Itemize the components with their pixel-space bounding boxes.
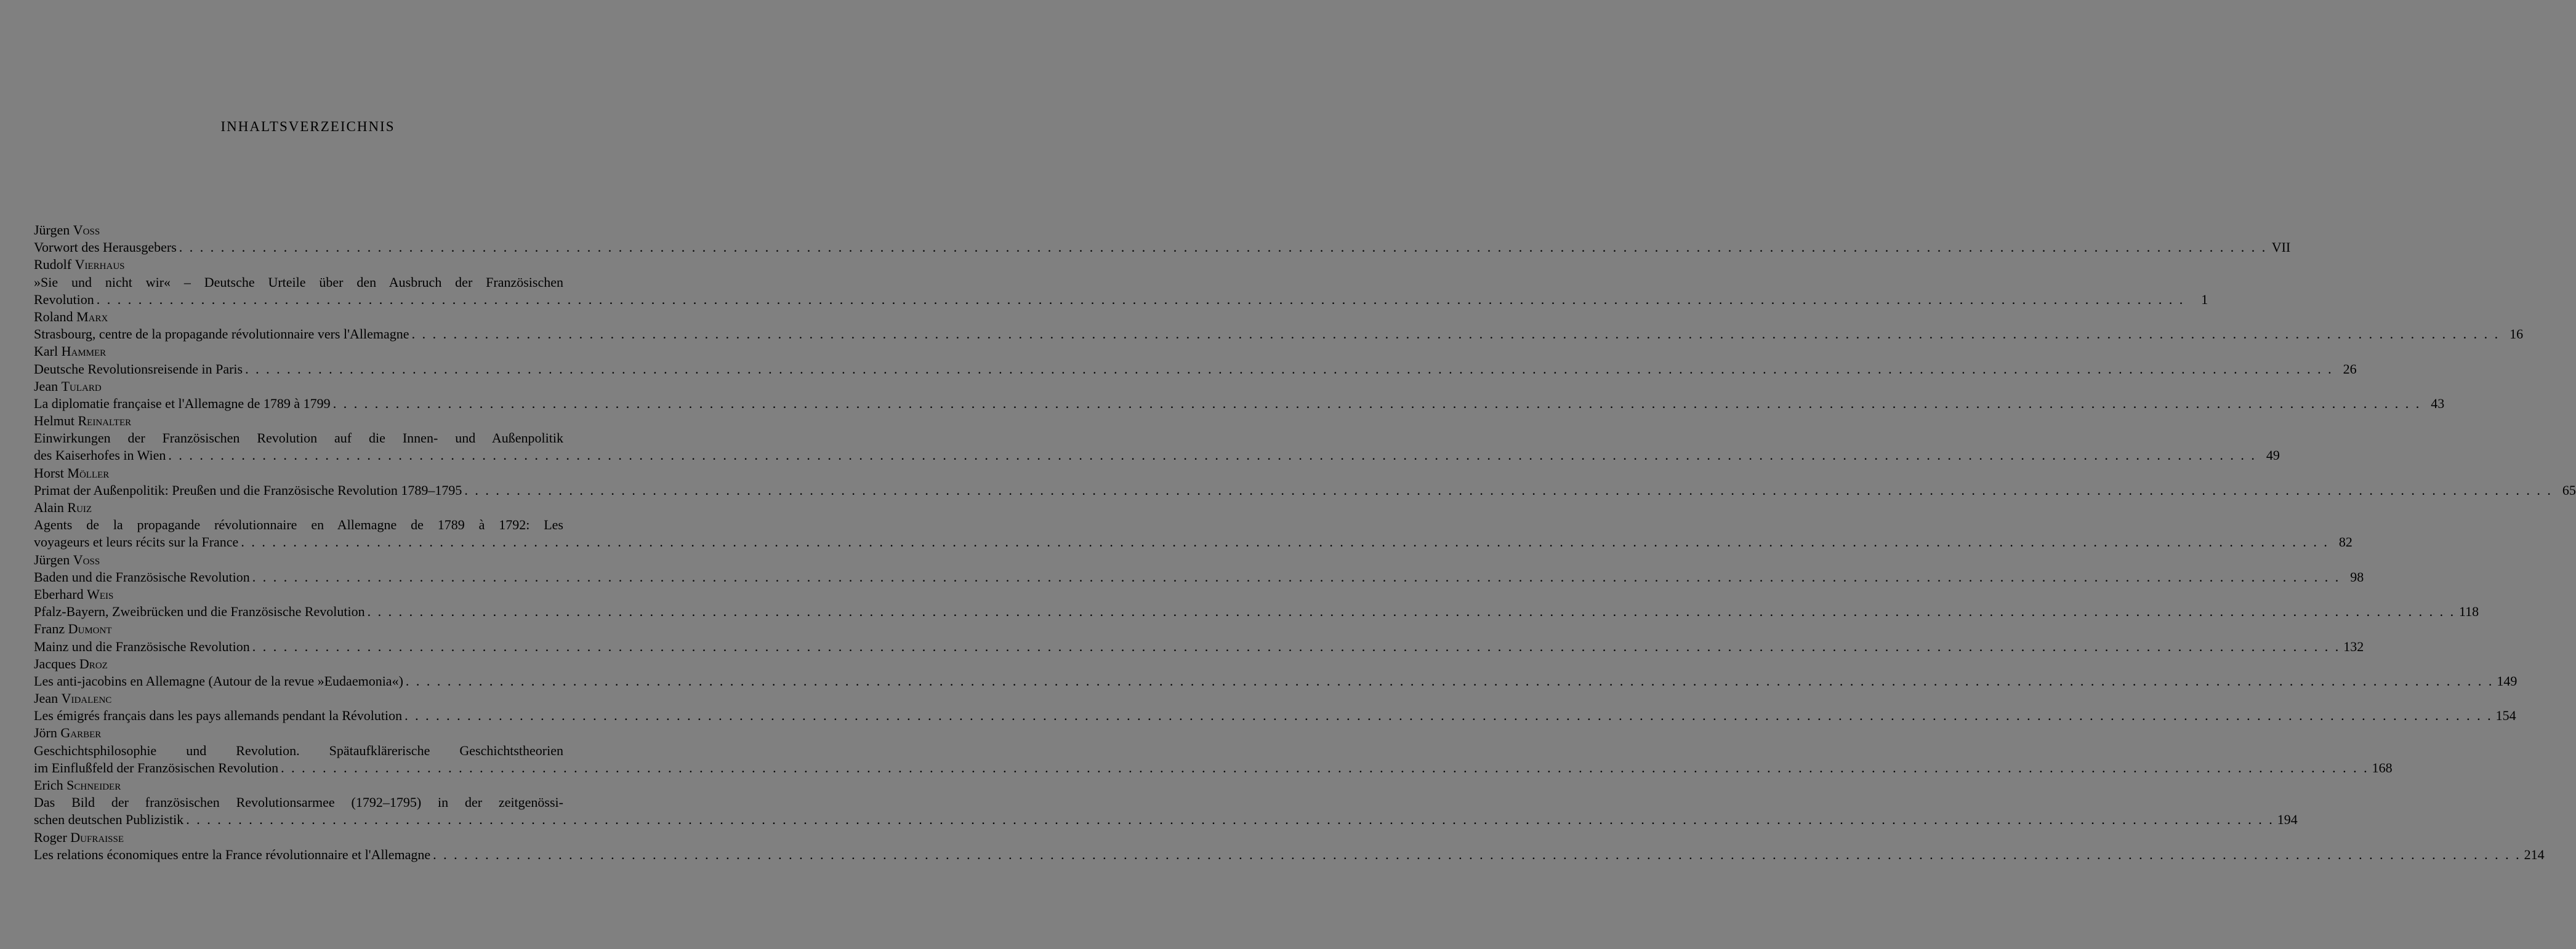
- dot-leader: . . . . . . . . . . . . . . . . . . . . . . . . . . . . . . . . . . . . . . . . . . . . . . . . . . . . . . . . . . . . . . . . . . . . . . . . . . . . . . . . . . . . . . . . . . . . . . . . . . . . . . . . . . . . . . . . . . . . . . . . . . . . . . . . . . . . . . . . . . . . . . . . . . . . . . . . . . . . . . . . . . . . . . . . . . . . . . . . . . . . . . . . . . . . . . . . . . . . . . . .: [281, 759, 2369, 775]
- toc-entry[interactable]: [34, 378, 2445, 412]
- toc-title-line: [34, 361, 2357, 378]
- toc-title-line: »Sie und nicht wir« – Deutsche Urteile über den Ausbruch der Französischen: [34, 274, 563, 290]
- dot-leader: . . . . . . . . . . . . . . . . . . . . . . . . . . . . . . . . . . . . . . . . . . . . . . . . . . . . . . . . . . . . . . . . . . . . . . . . . . . . . . . . . . . . . . . . . . . . . . . . . . . . . . . . . . . . . . . . . . . . . . . . . . . . . . . . . . . . . . . . . . . . . . . . . . . . . . . . . . . . . . . . . . . . . . . . . . . . . . . . . . . . . . . . . . . . . . . . . . . . . . . .: [252, 569, 2341, 585]
- toc-title-line: Einwirkungen der Französischen Revolution auf die Innen- und Außenpolitik: [34, 430, 563, 446]
- toc-title-line: [34, 239, 2291, 256]
- toc-title-text: Mainz und die Französische Revolution: [34, 638, 250, 654]
- toc-title-text: Pfalz-Bayern, Zweibrücken und die Französische Revolution: [34, 604, 365, 620]
- dot-leader: . . . . . . . . . . . . . . . . . . . . . . . . . . . . . . . . . . . . . . . . . . . . . . . . . . . . . . . . . . . . . . . . . . . . . . . . . . . . . . . . . . . . . . . . . . . . . . . . . . . . . . . . . . . . . . . . . . . . . . . . . . . . . . . . . . . . . . . . . . . . . . . . . . . . . . . . . . . . . . . . . . . . . . . . . . . . . . . . . . . . . . . . . . . . . . . . . . . . . . . .: [245, 361, 2333, 377]
- toc-entry[interactable]: [34, 620, 2364, 655]
- page-number: 118: [2458, 604, 2479, 620]
- dot-leader: . . . . . . . . . . . . . . . . . . . . . . . . . . . . . . . . . . . . . . . . . . . . . . . . . . . . . . . . . . . . . . . . . . . . . . . . . . . . . . . . . . . . . . . . . . . . . . . . . . . . . . . . . . . . . . . . . . . . . . . . . . . . . . . . . . . . . . . . . . . . . . . . . . . . . . . . . . . . . . . . . . . . . . . . . . . . . . . . . . . . . . . . . . . . . . . . . . . . . . . .: [186, 812, 2274, 828]
- author-surname: Möller: [67, 465, 110, 481]
- toc-entry[interactable]: [34, 222, 2291, 256]
- toc-title-text: Les relations économiques entre la France révolutionnaire et l'Allemagne: [34, 846, 431, 862]
- toc-title-text: Vorwort des Herausgebers: [34, 239, 177, 255]
- toc-title-line: Geschichtsphilosophie und Revolution. Spätaufklärerische Geschichtstheorien: [34, 742, 563, 758]
- toc-title-line: [34, 811, 2298, 828]
- toc-entry[interactable]: [34, 465, 2576, 499]
- author-first-name: Roger: [34, 829, 67, 845]
- author-first-name: Eberhard: [34, 586, 84, 602]
- toc-title-text: voyageurs et leurs récits sur la France: [34, 534, 239, 550]
- dot-leader: . . . . . . . . . . . . . . . . . . . . . . . . . . . . . . . . . . . . . . . . . . . . . . . . . . . . . . . . . . . . . . . . . . . . . . . . . . . . . . . . . . . . . . . . . . . . . . . . . . . . . . . . . . . . . . . . . . . . . . . . . . . . . . . . . . . . . . . . . . . . . . . . . . . . . . . . . . . . . . . . . . . . . . . . . . . . . . . . . . . . . . . . . . . . . . . . . . . . . . . .: [367, 604, 2456, 620]
- toc-title-line: [34, 482, 2576, 499]
- toc-author: [34, 829, 563, 846]
- toc-list: [34, 222, 2576, 863]
- dot-leader: . . . . . . . . . . . . . . . . . . . . . . . . . . . . . . . . . . . . . . . . . . . . . . . . . . . . . . . . . . . . . . . . . . . . . . . . . . . . . . . . . . . . . . . . . . . . . . . . . . . . . . . . . . . . . . . . . . . . . . . . . . . . . . . . . . . . . . . . . . . . . . . . . . . . . . . . . . . . . . . . . . . . . . . . . . . . . . . . . . . . . . . . . . . . . . . . . . . . . . . .: [464, 482, 2553, 498]
- toc-author: [34, 551, 563, 569]
- toc-entry[interactable]: [34, 690, 2516, 724]
- toc-author: [34, 308, 563, 326]
- toc-author: [34, 586, 563, 603]
- dot-leader: . . . . . . . . . . . . . . . . . . . . . . . . . . . . . . . . . . . . . . . . . . . . . . . . . . . . . . . . . . . . . . . . . . . . . . . . . . . . . . . . . . . . . . . . . . . . . . . . . . . . . . . . . . . . . . . . . . . . . . . . . . . . . . . . . . . . . . . . . . . . . . . . . . . . . . . . . . . . . . . . . . . . . . . . . . . . . . . . . . . . . . . . . . . . . . . . . . . . . . . .: [168, 447, 2256, 463]
- author-surname: Voss: [73, 222, 100, 238]
- toc-title-line: [34, 291, 2208, 308]
- author-surname: Dumont: [68, 621, 112, 637]
- toc-author: [34, 343, 563, 360]
- author-first-name: Horst: [34, 465, 64, 481]
- toc-entry[interactable]: [34, 256, 2208, 308]
- toc-title-text: Les émigrés français dans les pays allemands pendant la Révolution: [34, 708, 403, 724]
- toc-title-line: [34, 534, 2353, 551]
- author-first-name: Jürgen: [34, 222, 70, 238]
- page-number: 154: [2495, 708, 2516, 724]
- dot-leader: . . . . . . . . . . . . . . . . . . . . . . . . . . . . . . . . . . . . . . . . . . . . . . . . . . . . . . . . . . . . . . . . . . . . . . . . . . . . . . . . . . . . . . . . . . . . . . . . . . . . . . . . . . . . . . . . . . . . . . . . . . . . . . . . . . . . . . . . . . . . . . . . . . . . . . . . . . . . . . . . . . . . . . . . . . . . . . . . . . . . . . . . . . . . . . . . . . . . . . . .: [241, 534, 2329, 550]
- page-number: 49: [2266, 447, 2280, 463]
- toc-entry[interactable]: [34, 724, 2393, 777]
- author-surname: Weis: [87, 586, 114, 602]
- toc-title-text: Primat der Außenpolitik: Preußen und die Französische Revolution 1789–1795: [34, 482, 462, 498]
- author-surname: Schneider: [66, 777, 121, 793]
- author-surname: Reinalter: [78, 413, 132, 429]
- author-first-name: Roland: [34, 308, 73, 324]
- author-first-name: Alain: [34, 500, 64, 515]
- author-surname: Vidalenc: [61, 691, 112, 707]
- toc-entry[interactable]: [34, 499, 2353, 551]
- page-number: 214: [2524, 846, 2545, 862]
- toc-title-text: im Einflußfeld der Französischen Revolution: [34, 759, 279, 775]
- toc-entry[interactable]: [34, 655, 2518, 690]
- author-surname: Voss: [73, 551, 100, 567]
- toc-title-text: des Kaiserhofes in Wien: [34, 447, 166, 463]
- page-number: 98: [2350, 569, 2364, 585]
- author-surname: Dufraisse: [70, 829, 124, 845]
- toc-title-text: Les anti-jacobins en Allemagne (Autour de la revue »Eudaemonia«): [34, 673, 403, 689]
- toc-title-line: Agents de la propagande révolutionnaire en Allemagne de 1789 à 1792: Les: [34, 517, 563, 533]
- toc-author: [34, 412, 563, 430]
- toc-title-text: Deutsche Revolutionsreisende in Paris: [34, 361, 243, 377]
- author-first-name: Rudolf: [34, 257, 72, 273]
- author-first-name: Jean: [34, 691, 58, 707]
- page-number: 149: [2497, 673, 2518, 689]
- toc-entry[interactable]: [34, 777, 2298, 829]
- toc-entry[interactable]: [34, 586, 2479, 620]
- toc-entry[interactable]: [34, 829, 2545, 863]
- dot-leader: . . . . . . . . . . . . . . . . . . . . . . . . . . . . . . . . . . . . . . . . . . . . . . . . . . . . . . . . . . . . . . . . . . . . . . . . . . . . . . . . . . . . . . . . . . . . . . . . . . . . . . . . . . . . . . . . . . . . . . . . . . . . . . . . . . . . . . . . . . . . . . . . . . . . . . . . . . . . . . . . . . . . . . . . . . . . . . . . . . . . . . . . . . . . . . . . . . . . . . . .: [411, 326, 2500, 342]
- toc-author: [34, 465, 563, 482]
- toc-entry[interactable]: [34, 551, 2364, 586]
- toc-title-line: [34, 447, 2280, 464]
- toc-title-text: schen deutschen Publizistik: [34, 812, 184, 828]
- toc-title-line: [34, 707, 2516, 724]
- dot-leader: . . . . . . . . . . . . . . . . . . . . . . . . . . . . . . . . . . . . . . . . . . . . . . . . . . . . . . . . . . . . . . . . . . . . . . . . . . . . . . . . . . . . . . . . . . . . . . . . . . . . . . . . . . . . . . . . . . . . . . . . . . . . . . . . . . . . . . . . . . . . . . . . . . . . . . . . . . . . . . . . . . . . . . . . . . . . . . . . . . . . . . . . . . . . . . . . . . . . . . . .: [179, 239, 2268, 255]
- page-number: VII: [2271, 239, 2291, 255]
- toc-title-line: [34, 673, 2518, 690]
- toc-title-line: Das Bild der französischen Revolutionsarmee (1792–1795) in der zeitgenössi-: [34, 795, 563, 811]
- author-surname: Hammer: [61, 343, 107, 359]
- toc-title-line: [34, 326, 2524, 343]
- toc-author: [34, 256, 563, 273]
- toc-author: [34, 620, 563, 638]
- toc-title-line: [34, 759, 2393, 777]
- author-surname: Droz: [79, 655, 108, 671]
- toc-entry[interactable]: [34, 308, 2524, 343]
- page-number: 132: [2343, 638, 2364, 654]
- toc-entry[interactable]: [34, 343, 2357, 377]
- author-first-name: Erich: [34, 777, 63, 793]
- dot-leader: . . . . . . . . . . . . . . . . . . . . . . . . . . . . . . . . . . . . . . . . . . . . . . . . . . . . . . . . . . . . . . . . . . . . . . . . . . . . . . . . . . . . . . . . . . . . . . . . . . . . . . . . . . . . . . . . . . . . . . . . . . . . . . . . . . . . . . . . . . . . . . . . . . . . . . . . . . . . . . . . . . . . . . . . . . . . . . . . . . . . . . . . . . . . . . . . . . . . . . . .: [252, 638, 2341, 654]
- toc-author: [34, 724, 563, 742]
- toc-author: [34, 777, 563, 794]
- toc-title-line: [34, 603, 2479, 620]
- dot-leader: . . . . . . . . . . . . . . . . . . . . . . . . . . . . . . . . . . . . . . . . . . . . . . . . . . . . . . . . . . . . . . . . . . . . . . . . . . . . . . . . . . . . . . . . . . . . . . . . . . . . . . . . . . . . . . . . . . . . . . . . . . . . . . . . . . . . . . . . . . . . . . . . . . . . . . . . . . . . . . . . . . . . . . . . . . . . . . . . . . . . . . . . . . . . . . . . . . . . . . . .: [332, 395, 2421, 411]
- toc-author: [34, 499, 563, 516]
- dot-leader: . . . . . . . . . . . . . . . . . . . . . . . . . . . . . . . . . . . . . . . . . . . . . . . . . . . . . . . . . . . . . . . . . . . . . . . . . . . . . . . . . . . . . . . . . . . . . . . . . . . . . . . . . . . . . . . . . . . . . . . . . . . . . . . . . . . . . . . . . . . . . . . . . . . . . . . . . . . . . . . . . . . . . . . . . . . . . . . . . . . . . . . . . . . . . . . . . . . . . . . .: [433, 846, 2521, 862]
- author-first-name: Jürgen: [34, 551, 70, 567]
- author-first-name: Jacques: [34, 655, 76, 671]
- toc-author: [34, 655, 563, 673]
- toc-title-line: [34, 638, 2364, 655]
- toc-entry[interactable]: [34, 412, 2280, 465]
- author-surname: Tulard: [61, 378, 102, 394]
- author-surname: Garber: [60, 725, 102, 741]
- dot-leader: . . . . . . . . . . . . . . . . . . . . . . . . . . . . . . . . . . . . . . . . . . . . . . . . . . . . . . . . . . . . . . . . . . . . . . . . . . . . . . . . . . . . . . . . . . . . . . . . . . . . . . . . . . . . . . . . . . . . . . . . . . . . . . . . . . . . . . . . . . . . . . . . . . . . . . . . . . . . . . . . . . . . . . . . . . . . . . . . . . . . . . . . . . . . . . . . . . . . . . . .: [405, 708, 2493, 724]
- page-number: 194: [2277, 812, 2298, 828]
- author-surname: Marx: [76, 308, 108, 324]
- page-number: 16: [2510, 326, 2524, 342]
- author-surname: Ruiz: [67, 500, 92, 515]
- page-number: 26: [2343, 361, 2357, 377]
- toc-title-text: La diplomatie française et l'Allemagne de 1789 à 1799: [34, 395, 331, 411]
- page-heading: INHALTSVERZEICHNIS: [220, 119, 395, 134]
- page-number: 65: [2562, 482, 2576, 498]
- author-first-name: Karl: [34, 343, 58, 359]
- page-number: 168: [2372, 759, 2393, 775]
- toc-author: [34, 378, 563, 395]
- page-number: 82: [2338, 534, 2353, 550]
- author-first-name: Jörn: [34, 725, 57, 741]
- toc-title-line: [34, 846, 2545, 863]
- author-first-name: Jean: [34, 378, 58, 394]
- toc-title-text: Revolution: [34, 291, 94, 307]
- toc-title-line: [34, 569, 2364, 586]
- author-surname: Vierhaus: [74, 257, 125, 273]
- toc-author: [34, 222, 563, 239]
- toc-title-text: Baden und die Französische Revolution: [34, 569, 250, 585]
- toc-author: [34, 690, 563, 707]
- toc-title-text: Strasbourg, centre de la propagande révolutionnaire vers l'Allemagne: [34, 326, 409, 342]
- page-number: 43: [2431, 395, 2445, 411]
- dot-leader: . . . . . . . . . . . . . . . . . . . . . . . . . . . . . . . . . . . . . . . . . . . . . . . . . . . . . . . . . . . . . . . . . . . . . . . . . . . . . . . . . . . . . . . . . . . . . . . . . . . . . . . . . . . . . . . . . . . . . . . . . . . . . . . . . . . . . . . . . . . . . . . . . . . . . . . . . . . . . . . . . . . . . . . . . . . . . . . . . . . . . . . . . . . . . . . . . . . . . . . .: [405, 673, 2494, 689]
- toc-title-line: [34, 395, 2445, 412]
- author-first-name: Franz: [34, 621, 65, 637]
- page-number: 1: [2201, 291, 2208, 307]
- dot-leader: . . . . . . . . . . . . . . . . . . . . . . . . . . . . . . . . . . . . . . . . . . . . . . . . . . . . . . . . . . . . . . . . . . . . . . . . . . . . . . . . . . . . . . . . . . . . . . . . . . . . . . . . . . . . . . . . . . . . . . . . . . . . . . . . . . . . . . . . . . . . . . . . . . . . . . . . . . . . . . . . . . . . . . . . . . . . . . . . . . . . . . . . . . . . . . . . . . . . . . . .: [96, 291, 2185, 307]
- author-first-name: Helmut: [34, 413, 74, 429]
